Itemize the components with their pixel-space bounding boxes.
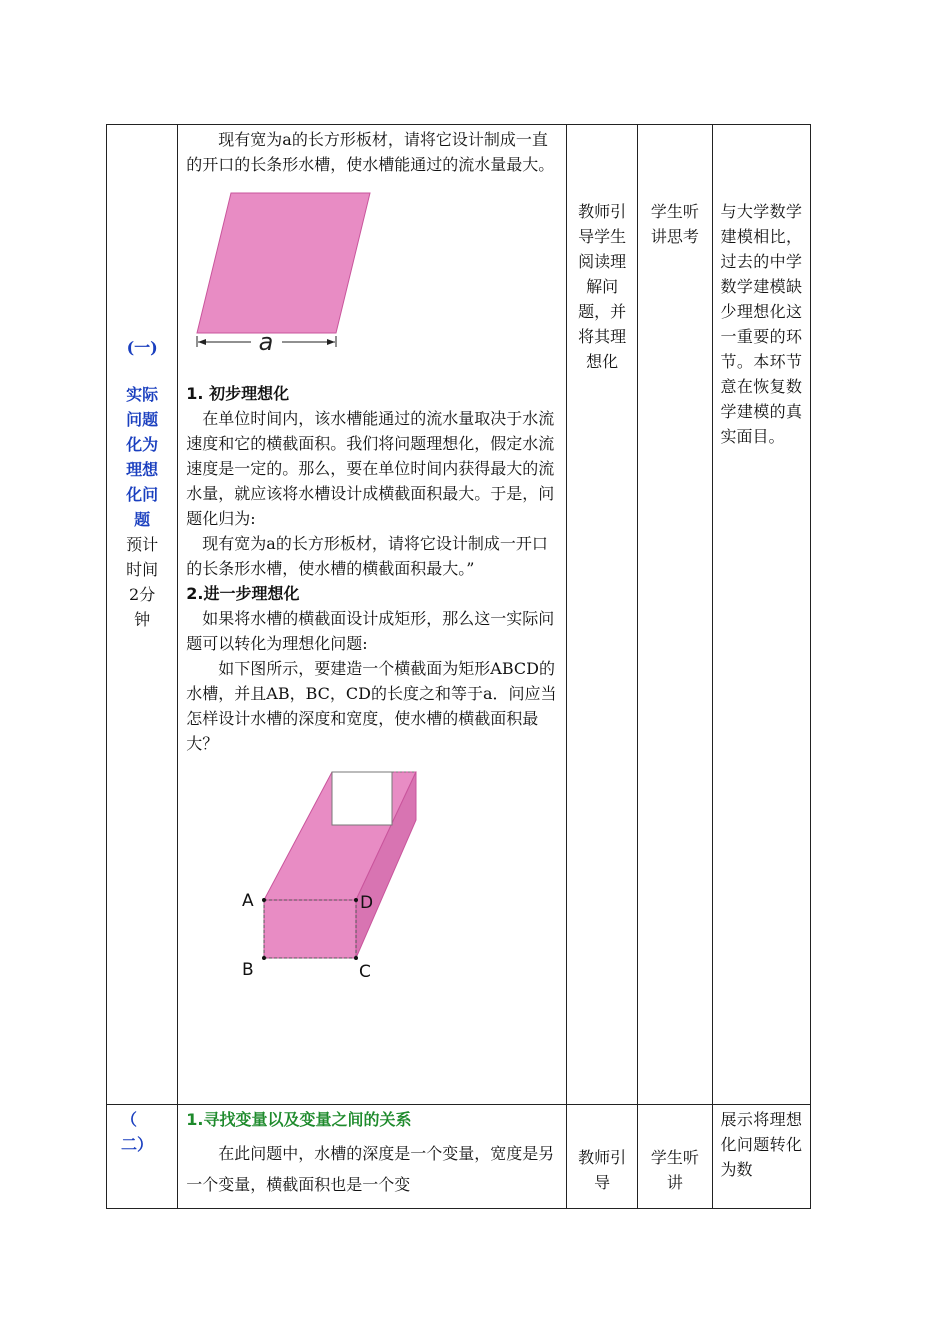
paragraph: 如果将水槽的横截面设计成矩形，那么这一实际问题可以转化为理想化问题: [186, 609, 555, 653]
teacher-activity-cell [566, 125, 637, 1105]
student-activity: 学生听讲思考 [650, 202, 699, 246]
design-note-cell [712, 125, 810, 1105]
design-note: 展示将理想化问题转化为数 [720, 1110, 802, 1179]
section-heading: 1.寻找变量以及变量之间的关系 [186, 1110, 412, 1129]
stage-number: (一) [126, 338, 158, 357]
paragraph: 如下图所示，要建造一个横截面为矩形ABCD的水槽，并且AB，BC，CD的长度之和等于a．问应当怎样设计水槽的深度和宽度，使水槽的横截面积最大？ [186, 659, 557, 753]
section-heading: 1. 初步理想化 [186, 384, 290, 403]
student-activity: 学生听讲 [650, 1148, 699, 1192]
point-label-c: C [359, 962, 372, 982]
teacher-activity: 教师引导学生阅读理解问题，并将其理想化 [578, 202, 627, 371]
student-activity-cell [638, 125, 712, 1105]
stage-title: 实际问题化为理想化问题 [126, 385, 159, 529]
point-label-a: A [242, 891, 254, 911]
table-row [107, 1105, 811, 1209]
teacher-activity: 教师引导 [578, 1148, 627, 1192]
design-note: 与大学数学建模相比，过去的中学数学建模缺少理想化这一重要的环节。本环节意在恢复数学建模的真实面目。 [720, 202, 802, 446]
paragraph: 在此问题中，水槽的深度是一个变量，宽度是另一个变量，横截面积也是一个变 [186, 1144, 555, 1194]
content-cell [178, 1105, 567, 1209]
lesson-plan-table [106, 124, 811, 1209]
student-activity-cell [638, 1105, 712, 1209]
board-figure [186, 187, 386, 377]
stage-time: 预计时间2分钟 [126, 535, 159, 629]
section-heading: 2.进一步理想化 [186, 584, 300, 603]
paragraph: 现有宽为a的长方形板材，请将它设计制成一开口的长条形水槽，使水槽的横截面积最大。” [186, 534, 548, 578]
teacher-activity-cell [566, 1105, 637, 1209]
stage-cell [107, 1105, 178, 1209]
stage-number: （ 二） [121, 1110, 154, 1154]
table-row [107, 125, 811, 1105]
content-cell [178, 125, 567, 1105]
stage-cell [107, 125, 178, 1105]
point-label-b: B [242, 960, 254, 980]
design-note-cell [712, 1105, 810, 1209]
width-label: a [258, 328, 274, 356]
point-label-d: D [360, 893, 374, 913]
intro-paragraph: 现有宽为a的长方形板材，请将它设计制成一直的开口的长条形水槽，使水槽能通过的流水量最大。 [186, 130, 555, 174]
paragraph: 在单位时间内，该水槽能通过的流水量取决于水流速度和它的横截面积。我们将问题理想化，假定水流速度是一定的。那么，要在单位时间内获得最大的流水量，就应该将水槽设计成横截面积最大。于是，问题化归为: [186, 409, 555, 528]
trough-figure [234, 770, 484, 1000]
